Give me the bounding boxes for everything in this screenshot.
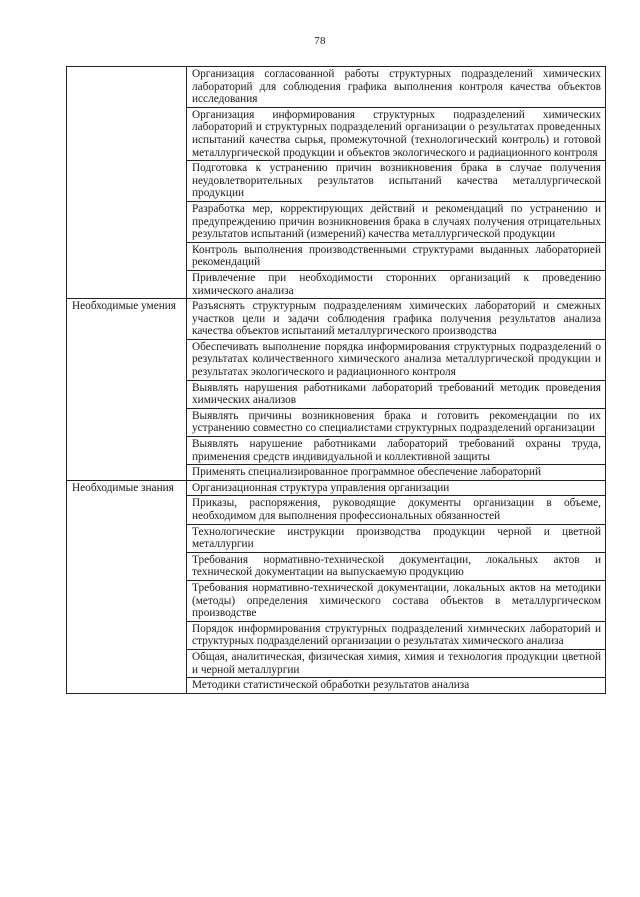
list-item: Выявлять нарушение работниками лабораторий требований охраны труда, применения средств индивидуальной и коллективной защиты <box>187 437 606 465</box>
list-item: Подготовка к устранению причин возникновения брака в случае получения неудовлетворительных результатов испытаний качества металлургической продукции <box>187 161 606 202</box>
list-item: Выявлять нарушения работниками лабораторий требований методик проведения химических анализов <box>187 380 606 408</box>
list-item: Требования нормативно-технической документации, локальных актов на методики (методы) определения химического состава объектов в металлургическом производстве <box>187 580 606 621</box>
requirements-table <box>66 66 606 694</box>
list-item: Разработка мер, корректирующих действий и рекомендаций по устранению и предупреждению причин возникновения брака в случаях получения отрицательных результатов испытаний (измерений) качества металлургической продукции <box>187 201 606 242</box>
list-item: Контроль выполнения производственными структурами выданных лабораторией рекомендаций <box>187 242 606 270</box>
list-item: Выявлять причины возникновения брака и готовить рекомендации по их устранению совместно со специалистами структурных подразделений организации <box>187 408 606 436</box>
list-item: Организация согласованной работы структурных подразделений химических лабораторий для соблюдения графика выполнения контроля качества объектов исследования <box>187 67 606 108</box>
section-label-skills: Необходимые умения <box>67 299 187 481</box>
list-item: Приказы, распоряжения, руководящие документы организации в объеме, необходимом для выполнения профессиональных обязанностей <box>187 496 606 524</box>
table-row <box>67 67 606 108</box>
list-item: Порядок информирования структурных подразделений химических лабораторий и структурных подразделений организации о результатах химического анализа <box>187 621 606 649</box>
list-item: Требования нормативно-технической документации, локальных актов и технической документации на выпускаемую продукцию <box>187 552 606 580</box>
list-item: Технологические инструкции производства продукции черной и цветной металлургии <box>187 524 606 552</box>
table-row <box>67 480 606 496</box>
list-item: Привлечение при необходимости сторонних организаций к проведению химического анализа <box>187 270 606 298</box>
list-item: Организация информирования структурных подразделений химических лабораторий и структурных подразделений организации о результатах проведенных испытаний качества сырья, промежуточной (технологический контроль) и готовой металлургической продукции и объектов экологического и радиационного контроля <box>187 107 606 160</box>
list-item: Применять специализированное программное обеспечение лабораторий <box>187 465 606 481</box>
table-row <box>67 299 606 340</box>
list-item: Разъяснять структурным подразделениям химических лабораторий и смежных участков цели и задачи соблюдения графика получения результатов анализа качества объектов испытаний металлургического производства <box>187 299 606 340</box>
list-item: Методики статистической обработки результатов анализа <box>187 678 606 694</box>
list-item: Общая, аналитическая, физическая химия, химия и технология продукции цветной и черной металлургии <box>187 649 606 677</box>
list-item: Организационная структура управления организации <box>187 480 606 496</box>
section-label-knowledge: Необходимые знания <box>67 480 187 693</box>
page-number: 78 <box>314 35 326 47</box>
section-label-continued <box>67 67 187 299</box>
list-item: Обеспечивать выполнение порядка информирования структурных подразделений о результатах количественного химического анализа металлургической продукции и результатах экологического и радиационного контроля <box>187 339 606 380</box>
